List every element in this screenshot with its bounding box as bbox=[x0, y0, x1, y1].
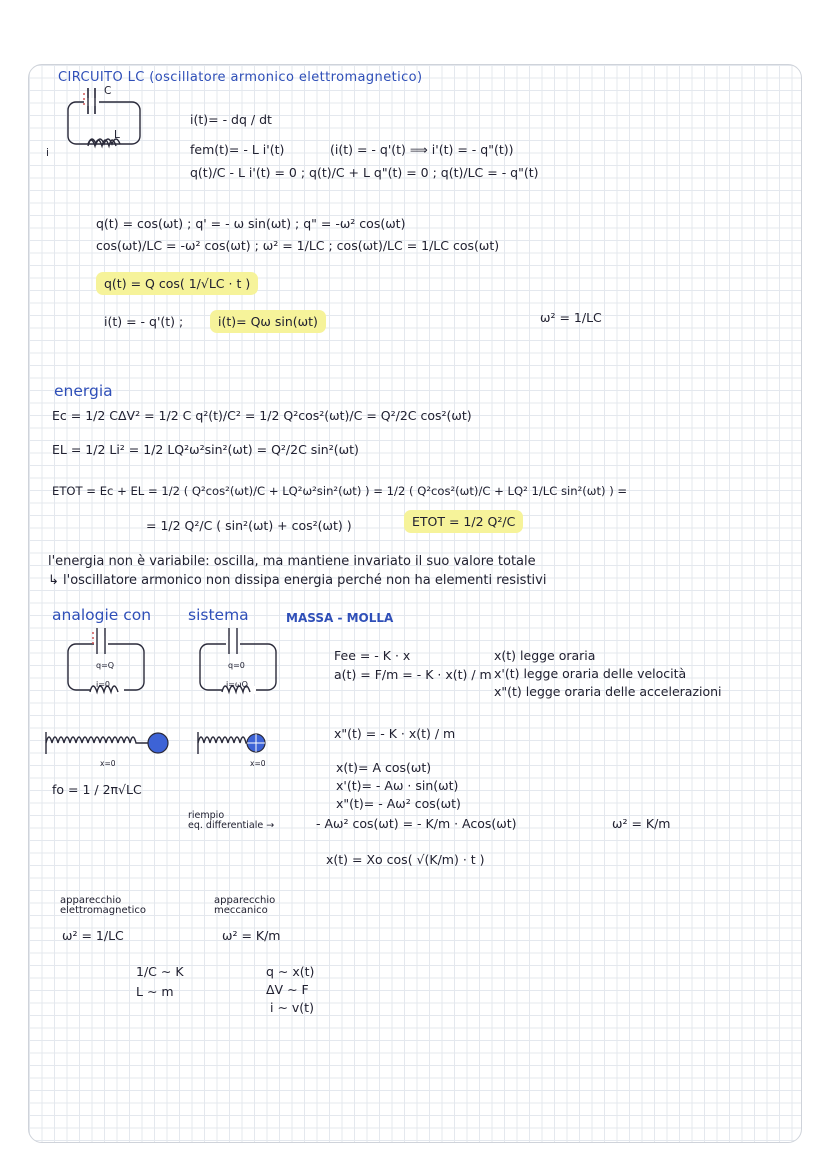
discharged-i-label: i=ωQ bbox=[226, 680, 248, 689]
energia-heading: energia bbox=[54, 382, 113, 400]
em-device-label-2: elettromagnetico bbox=[60, 905, 146, 916]
diff-eq-note: eq. differentiale → bbox=[188, 820, 275, 831]
analogy-charge-position: q ∼ x(t) bbox=[266, 964, 315, 979]
current-label: i bbox=[46, 147, 49, 159]
discharged-q-label: q=0 bbox=[228, 661, 245, 670]
analogy-capacitance-k: 1/C ∼ K bbox=[136, 964, 184, 979]
energy-note-2: ↳ l'oscillatore armonico non dissipa energia perché non ha elementi resistivi bbox=[48, 573, 547, 588]
position-solution: x(t) = Xo cos( √(K/m) · t ) bbox=[326, 852, 485, 867]
analogie-heading: analogie con bbox=[52, 606, 152, 624]
legend-acceleration: x"(t) legge oraria delle accelerazioni bbox=[494, 684, 722, 699]
omega-side-note: ω² = 1/LC bbox=[540, 310, 602, 325]
substituted-equation: - Aω² cos(ωt) = - K/m · Acos(ωt) bbox=[316, 816, 517, 831]
derivative-note: (i(t) = - q'(t) ⟹ i'(t) = - q"(t)) bbox=[330, 142, 514, 157]
riempio-note: riempio bbox=[188, 810, 225, 821]
position-law: x(t)= A cos(ωt) bbox=[336, 760, 432, 775]
capacitor-label: C bbox=[104, 85, 112, 97]
em-omega: ω² = 1/LC bbox=[62, 928, 124, 943]
current-relation: i(t) = - q'(t) ; bbox=[104, 314, 184, 329]
acceleration-law: x"(t)= - Aω² cos(ωt) bbox=[336, 796, 461, 811]
spring1-x-label: x=0 bbox=[100, 759, 116, 768]
natural-frequency: fo = 1 / 2π√LC bbox=[52, 782, 142, 797]
spring-mass-compressed bbox=[44, 728, 174, 758]
total-energy-simplified: = 1/2 Q²/C ( sin²(ωt) + cos²(ωt) ) bbox=[146, 518, 352, 533]
fem-equation: fem(t)= - L i'(t) bbox=[190, 142, 285, 157]
em-device-label: apparecchio bbox=[60, 895, 122, 906]
current-definition: i(t)= - dq / dt bbox=[190, 112, 272, 127]
capacitor-energy: Ec = 1/2 CΔV² = 1/2 C q²(t)/C² = 1/2 Q²cos²(ωt)/C = Q²/2C cos²(ωt) bbox=[52, 408, 472, 423]
spring2-x-label: x=0 bbox=[250, 759, 266, 768]
elastic-force: Fee = - K · x bbox=[334, 648, 411, 663]
page-title: CIRCUITO LC (oscillatore armonico elettromagnetico) bbox=[58, 70, 423, 85]
trial-solution-line: q(t) = cos(ωt) ; q' = - ω sin(ωt) ; q" = -ω² cos(ωt) bbox=[96, 216, 406, 231]
inductor-label: L bbox=[114, 129, 120, 141]
current-solution-highlight: i(t)= Qω sin(ωt) bbox=[210, 310, 326, 333]
charged-i-label: i=0 bbox=[96, 680, 111, 689]
lc-circuit-diagram bbox=[48, 84, 158, 164]
analogy-current-velocity: i ∼ v(t) bbox=[270, 1000, 314, 1015]
massa-molla-heading: MASSA - MOLLA bbox=[286, 611, 394, 625]
spring-mass-equilibrium bbox=[196, 728, 276, 758]
analogy-voltage-force: ΔV ∼ F bbox=[266, 982, 309, 997]
analogy-inductance-mass: L ∼ m bbox=[136, 984, 174, 999]
inductor-energy: EL = 1/2 Li² = 1/2 LQ²ω²sin²(ωt) = Q²/2C sin²(ωt) bbox=[52, 442, 359, 457]
mech-device-label: apparecchio bbox=[214, 895, 276, 906]
energy-note-1: l'energia non è variabile: oscilla, ma mantiene invariato il suo valore totale bbox=[48, 554, 536, 569]
total-energy-highlight: ETOT = 1/2 Q²/C bbox=[404, 510, 523, 533]
velocity-law: x'(t)= - Aω · sin(ωt) bbox=[336, 778, 459, 793]
charged-q-label: q=Q bbox=[96, 661, 115, 670]
substitution-line: cos(ωt)/LC = -ω² cos(ωt) ; ω² = 1/LC ; cos(ωt)/LC = 1/LC cos(ωt) bbox=[96, 238, 500, 253]
mech-device-label-2: meccanico bbox=[214, 905, 268, 916]
second-derivative-eq: x"(t) = - K · x(t) / m bbox=[334, 726, 456, 741]
kirchhoff-equations: q(t)/C - L i'(t) = 0 ; q(t)/C + L q"(t) = 0 ; q(t)/LC = - q"(t) bbox=[190, 165, 539, 180]
legend-velocity: x'(t) legge oraria delle velocità bbox=[494, 666, 687, 681]
charge-solution-highlight: q(t) = Q cos( 1/√LC · t ) bbox=[96, 272, 258, 295]
legend-position: x(t) legge oraria bbox=[494, 648, 596, 663]
omega-k-m: ω² = K/m bbox=[612, 816, 671, 831]
acceleration-formula: a(t) = F/m = - K · x(t) / m bbox=[334, 667, 492, 682]
sistema-heading: sistema bbox=[188, 606, 249, 624]
total-energy-expansion: ETOT = Ec + EL = 1/2 ( Q²cos²(ωt)/C + LQ²ω²sin²(ωt) ) = 1/2 ( Q²cos²(ωt)/C + LQ² 1/LC sin²(ωt) ) = bbox=[52, 484, 628, 498]
mech-omega: ω² = K/m bbox=[222, 928, 281, 943]
